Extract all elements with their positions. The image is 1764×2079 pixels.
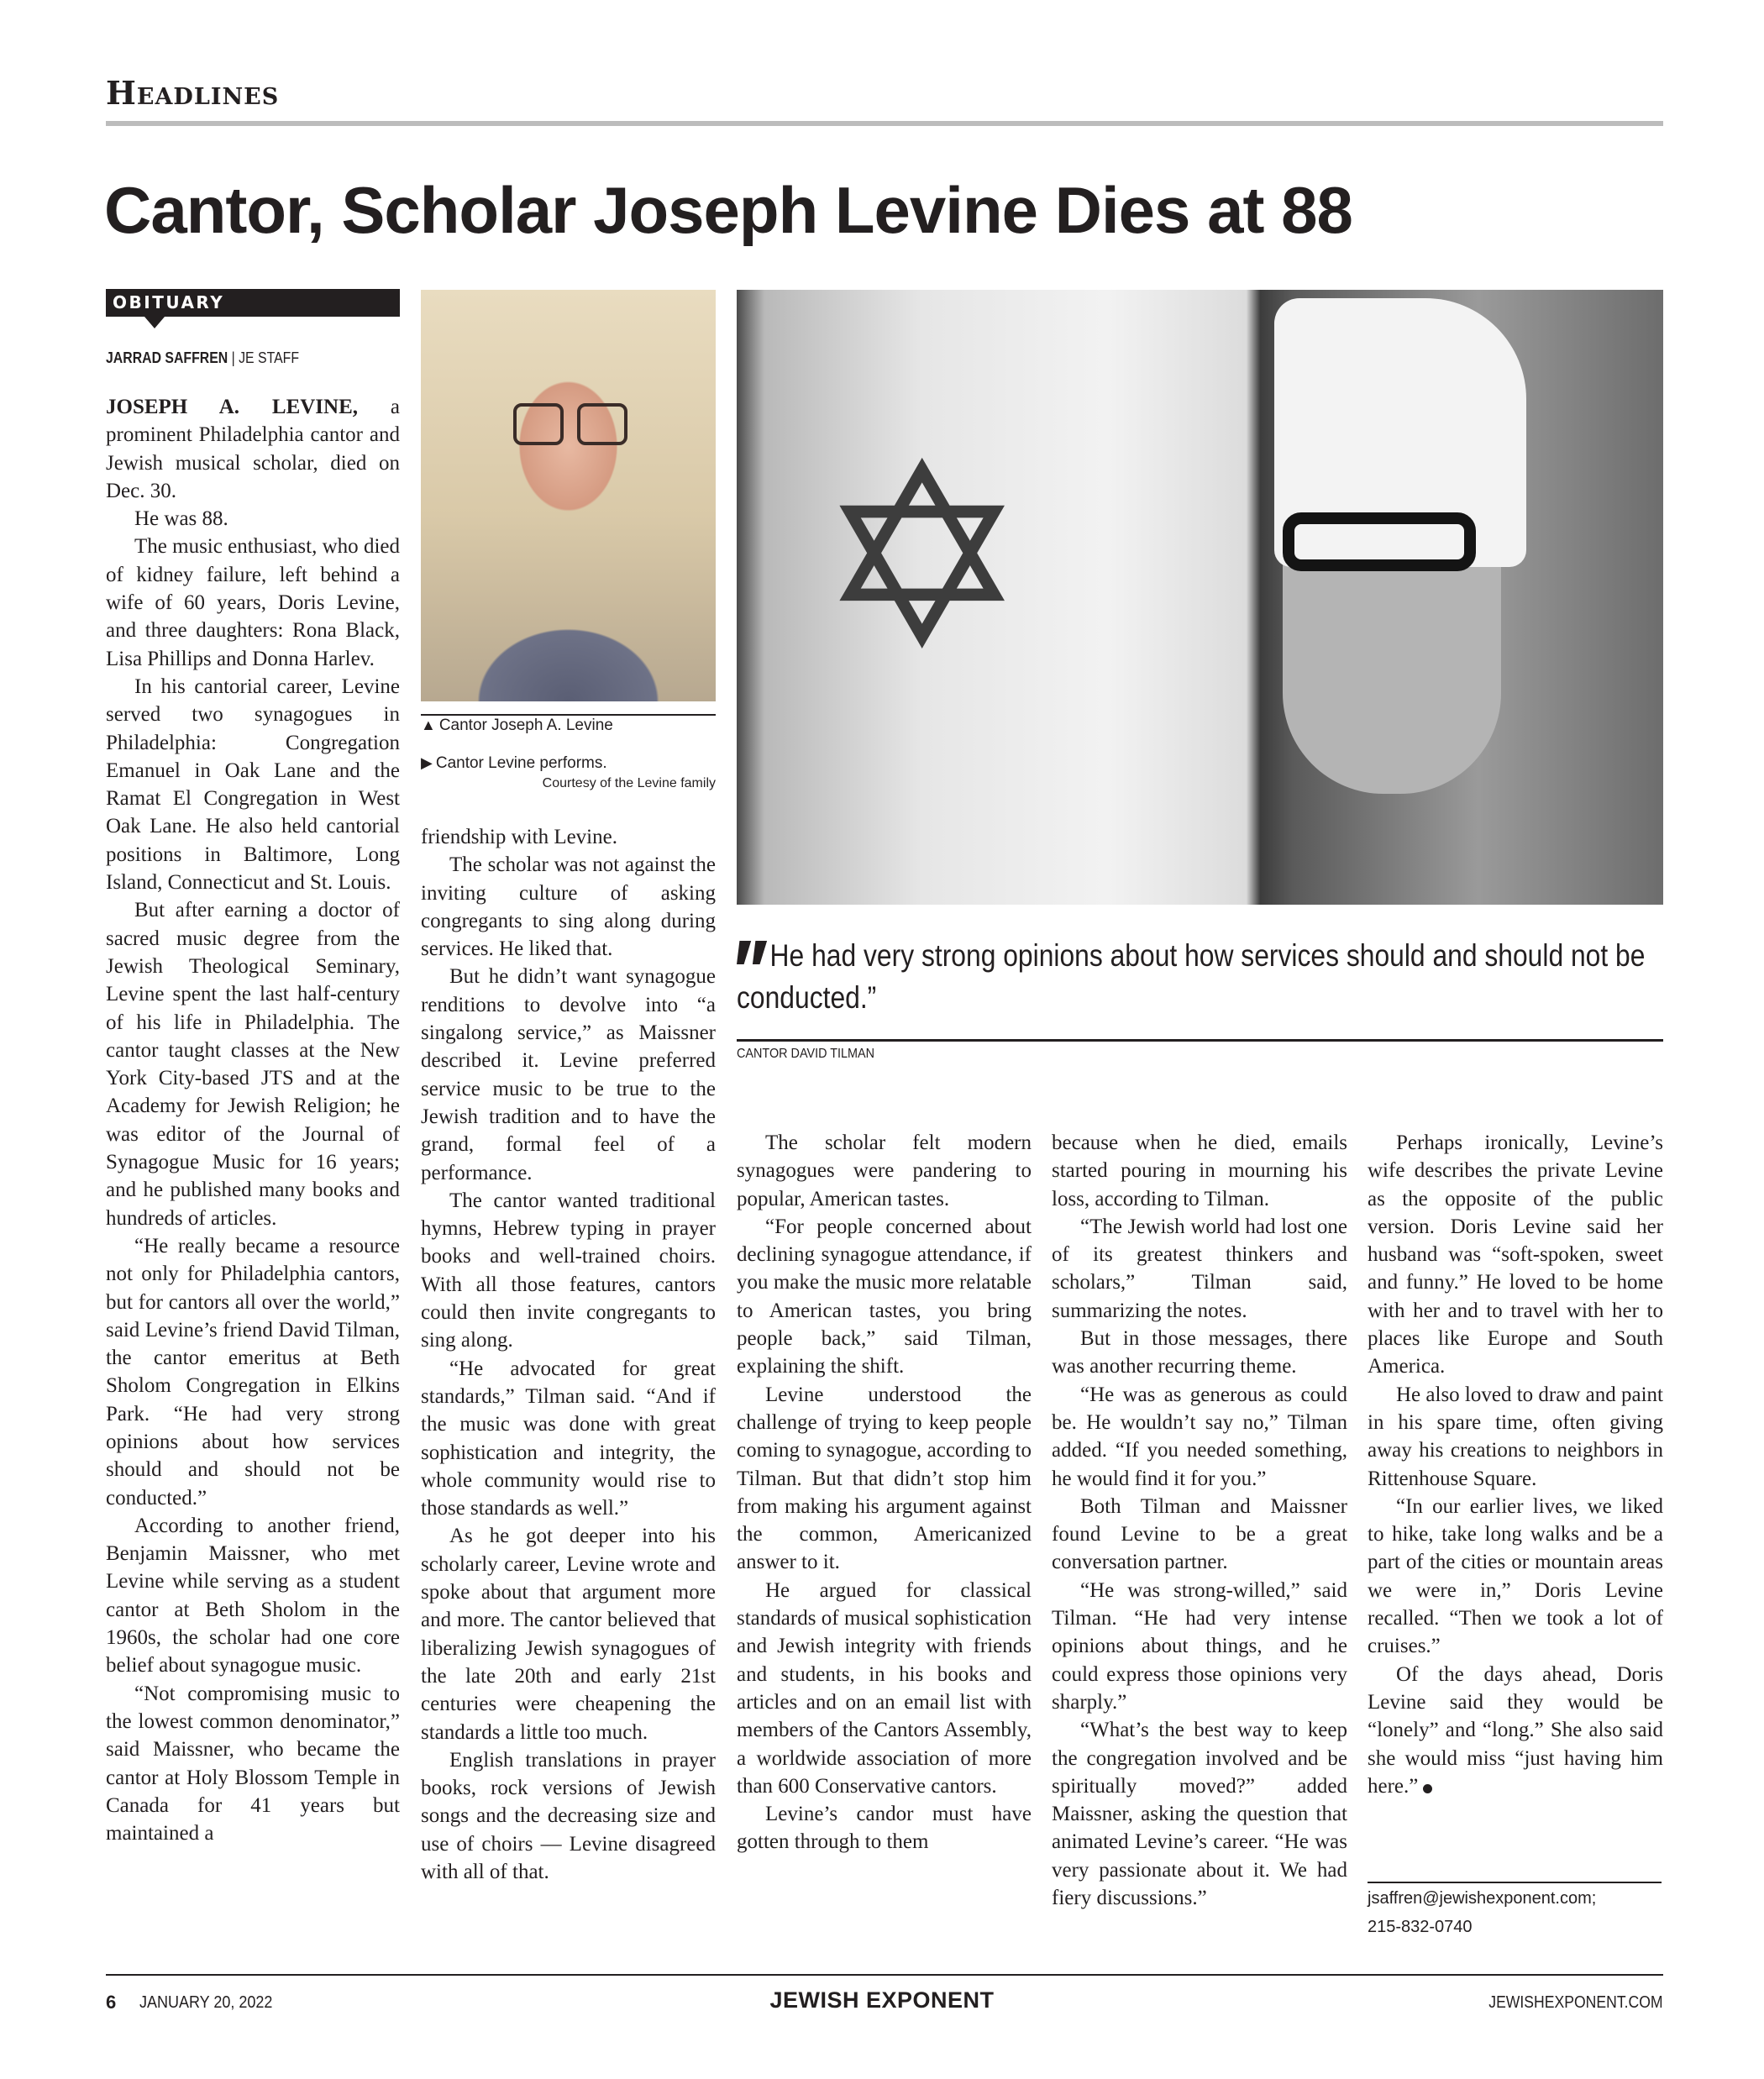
paragraph: He was 88. [134,507,228,531]
paragraph: The scholar was not against the inviting culture of asking congregants to sing along during services. He liked that. [421,853,716,961]
paragraph: But he didn’t want synagogue renditions to devolve into “a singalong service,” as Maissner described it. Levine preferred service music to be true to the Jewish tradition and to have the grand, formal feel of a performance. [421,965,716,1184]
article-headline: Cantor, Scholar Joseph Levine Dies at 88 [104,173,1352,247]
paragraph: Of the days ahead, Doris Levine said they would be “lonely” and “long.” She also said she would miss “just having him here.” [1368,1662,1663,1798]
paragraph: According to another friend, Benjamin Maissner, who met Levine while serving as a student cantor at Beth Sholom in the 1960s, the scholar had one core belief about synagogue music. [106,1514,400,1677]
paragraph: “For people concerned about declining synagogue attendance, if you make the music more relatable to American tastes, you bring people back,” said Tilman, explaining the shift. [737,1215,1032,1378]
caption-divider [421,714,716,716]
paragraph: The scholar felt modern synagogues were pandering to popular, American tastes. [737,1131,1032,1210]
pull-quote-attribution: CANTOR DAVID TILMAN [737,1047,875,1061]
glasses-shape [577,403,627,445]
paragraph: In his cantorial career, Levine served two synagogues in Philadelphia: Congregation Emanuel in Oak Lane and the Ramat El Congregation in West Oak Lane. He also held cantorial positions in Baltimore, Long Island, Connecticut and St. Louis. [106,675,400,895]
glasses-shape [513,403,564,445]
paragraph: Both Tilman and Maissner found Levine to be a great conversation partner. [1052,1494,1347,1574]
author-phone: 215-832-0740 [1368,1918,1473,1936]
byline-separator: | [228,349,239,366]
paragraph: “Not compromising music to the lowest common denominator,” said Maissner, who became the cantor at Holy Blossom Temple in Canada for 41 years but maintained a [106,1682,400,1845]
triangle-right-icon: ▶ [421,754,433,771]
paragraph: friendship with Levine. [421,826,617,848]
section-label: Headlines [106,74,280,112]
paragraph: “He advocated for great standards,” Tilman said. “And if the music was done with great sophistication and integrity, the whole community would rise to those standards as well.” [421,1357,716,1520]
issue-date: JANUARY 20, 2022 [139,1993,273,2012]
paragraph: The cantor wanted traditional hymns, Hebrew typing in prayer books and well-trained choirs. With all those features, cantors could then invite congregants to sing along. [421,1189,716,1352]
paragraph: “What’s the best way to keep the congregation involved and be spiritually moved?” added Maissner, asking the question that animated Levine’s career. “He was very passionate about it. We had fiery discussions.” [1052,1719,1347,1910]
paragraph: Levine’s candor must have gotten through to them [737,1803,1032,1854]
portrait-photo [421,290,716,701]
pull-quote [737,935,1663,1019]
pull-quote-text: He had very strong opinions about how services should and should not be conducted.” [737,938,1646,1015]
article-column-4 [1052,1129,1347,1912]
paragraph: He argued for classical standards of musical sophistication and Jewish integrity with friends and students, in his books and articles and on an email list with members of the Cantors Assembly, a worldwide association of more than 600 Conservative cantors. [737,1578,1032,1798]
paragraph: “He was as generous as could be. He wouldn’t say no,” Tilman added. “If you needed something, he would find it for you.” [1052,1383,1347,1490]
quote-mark-icon [737,941,769,964]
obituary-kicker: OBITUARY [106,289,400,317]
contact-divider [1368,1882,1662,1883]
publication-name: JEWISH EXPONENT [769,1987,995,2013]
paragraph: As he got deeper into his scholarly career, Levine wrote and spoke about that argument more and more. The cantor believed that liberalizing Jewish synagogues of the late 20th and early 21st centuries were cheapening the standards a little too much. [421,1525,716,1744]
caption-portrait: ▲ Cantor Joseph A. Levine [421,717,613,734]
article-column-1 [106,393,400,1847]
byline-affiliation: JE STAFF [239,349,300,366]
lead-name: JOSEPH A. LEVINE, [106,396,359,418]
section-divider [106,121,1663,126]
paragraph: “He was strong-willed,” said Tilman. “He had very intense opinions about things, and he could express those opinions very sharply.” [1052,1578,1347,1714]
paragraph: English translations in prayer books, rock versions of Jewish songs and the decreasing size and use of choirs — Levine disagreed with all of that. [421,1748,716,1883]
triangle-up-icon: ▲ [421,717,436,733]
pull-quote-divider [737,1039,1663,1042]
publication-url[interactable]: JEWISHEXPONENT.COM [1488,1993,1663,2012]
end-mark-icon [1423,1784,1432,1793]
kicker-pointer [144,317,165,328]
paragraph: But in those messages, there was another recurring theme. [1052,1327,1347,1378]
performance-photo [737,290,1663,905]
page-number: 6 [106,1992,117,2013]
article-column-2 [421,823,716,1886]
paragraph: The music enthusiast, who died of kidney failure, left behind a wife of 60 years, Doris Levine, and three daughters: Rona Black, Lisa Phillips and Donna Harlev. [106,535,400,670]
star-of-david-icon: ✡ [816,412,1028,705]
glasses-shape [1283,512,1476,571]
paragraph: Perhaps ironically, Levine’s wife describes the private Levine as the opposite of the public version. Doris Levine said her husband was “soft-spoken, sweet and funny.” He loved to be home with her and to travel with her to places like Europe and South America. [1368,1131,1663,1378]
paragraph: But after earning a doctor of sacred music degree from the Jewish Theological Seminary, Levine spent the last half-century of his life in Philadelphia. The cantor taught classes at the New York City-based JTS and at the Academy for Jewish Religion; he was editor of the Journal of Synagogue Music for 16 years; and he published many books and hundreds of articles. [106,899,400,1230]
paragraph: because when he died, emails started pouring in mourning his loss, according to Tilman. [1052,1131,1347,1210]
paragraph: He also loved to draw and paint in his spare time, often giving away his creations to neighbors in Rittenhouse Square. [1368,1383,1663,1490]
lead-paragraph: JOSEPH A. LEVINE, a prominent Philadelphia cantor and Jewish musical scholar, died on Dec. 30. [106,396,400,502]
photo-credit: Courtesy of the Levine family [542,776,716,790]
caption-performance: ▶ Cantor Levine performs. [421,754,607,772]
paragraph: “He really became a resource not only for Philadelphia cantors, but for cantors all over the world,” said Levine’s friend David Tilman, the cantor emeritus at Beth Sholom Congregation in Elkins Park. “He had very strong opinions about how services should and should not be conducted.” [106,1234,400,1509]
author-email[interactable]: jsaffren@jewishexponent.com; [1368,1889,1597,1908]
footer-divider [106,1974,1663,1976]
paragraph: “In our earlier lives, we liked to hike, take long walks and be a part of the cities or mountain areas we were in,” Doris Levine recalled. “Then we took a lot of cruises.” [1368,1494,1663,1658]
paragraph: “The Jewish world had lost one of its greatest thinkers and scholars,” Tilman said, summarizing the notes. [1052,1215,1347,1322]
byline-author: JARRAD SAFFREN [106,349,228,366]
article-column-3 [737,1129,1032,1856]
article-column-5 [1368,1129,1663,1800]
paragraph: Levine understood the challenge of trying to keep people coming to synagogue, according to Tilman. But that didn’t stop him from making his argument against the common, Americanized answer to it. [737,1383,1032,1574]
byline [106,349,299,367]
